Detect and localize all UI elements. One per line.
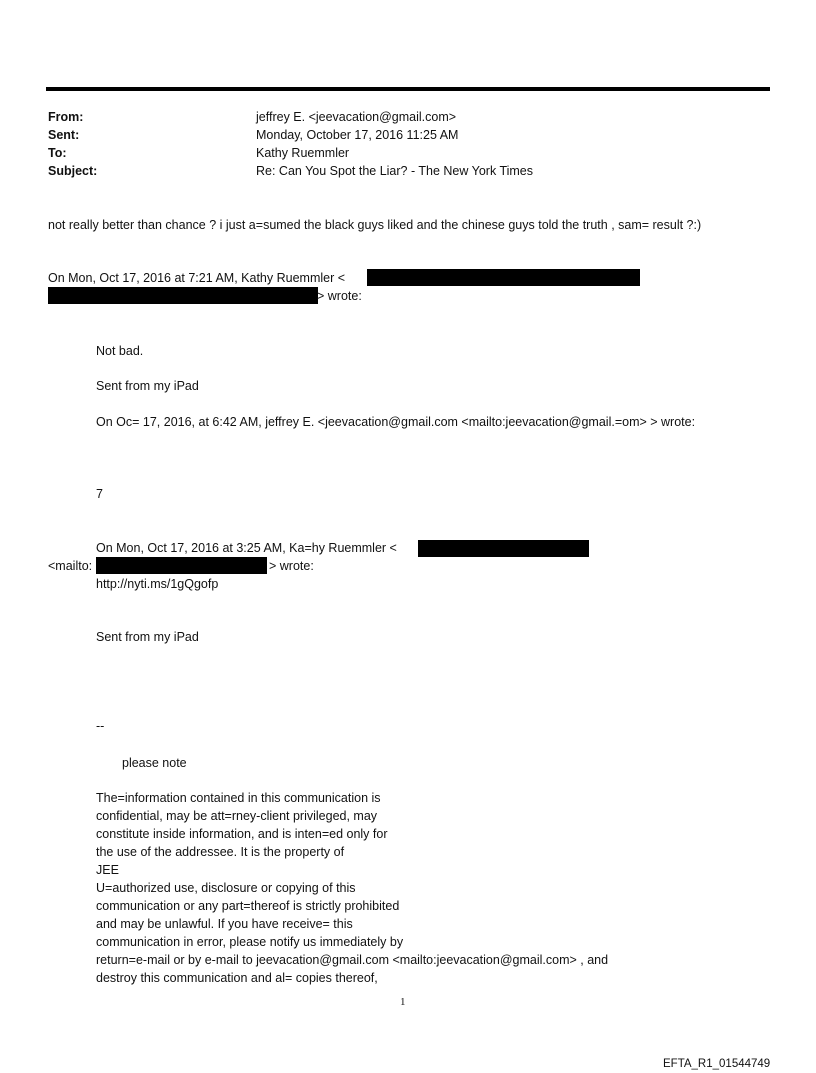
redaction-box <box>367 269 640 286</box>
document-id: EFTA_R1_01544749 <box>663 1058 771 1070</box>
sent-from-ipad: Sent from my iPad <box>96 379 199 393</box>
disclaimer-line: communication or any part=thereof is strictly prohibited <box>96 899 400 913</box>
quote3-mailto: <mailto: <box>48 559 93 573</box>
disclaimer-line: confidential, may be att=rney-client privileged, may <box>96 809 378 823</box>
disclaimer-line: JEE <box>96 863 119 877</box>
redaction-box <box>418 540 589 557</box>
subject-value: Re: Can You Spot the Liar? - The New York Times <box>256 164 534 178</box>
quote2-intro: On Oc= 17, 2016, at 6:42 AM, jeffrey E. <jeevacation@gmail.com <mailto:jeevacation@gmail.=om> > wrote: <box>96 415 696 429</box>
quote3-wrote: > wrote: <box>269 559 314 573</box>
header-rule <box>46 87 770 91</box>
to-label: To: <box>48 146 67 160</box>
signature-dashes: -- <box>96 719 105 733</box>
subject-label: Subject: <box>48 164 98 178</box>
sent-from-ipad: Sent from my iPad <box>96 630 199 644</box>
page-number: 1 <box>400 996 406 1008</box>
quote1-intro: On Mon, Oct 17, 2016 at 7:21 AM, Kathy Ruemmler < <box>48 271 346 285</box>
reply-text: not really better than chance ? i just a=sumed the black guys liked and the chinese guys told the truth , sam= result ?:) <box>48 218 702 232</box>
redaction-box <box>48 287 318 304</box>
disclaimer-line: return=e-mail or by e-mail to jeevacation@gmail.com <mailto:jeevacation@gmail.com> , and <box>96 953 609 967</box>
disclaimer-line: The=information contained in this communication is <box>96 791 381 805</box>
disclaimer-line: constitute inside information, and is inten=ed only for <box>96 827 388 841</box>
disclaimer-line: communication in error, please notify us immediately by <box>96 935 404 949</box>
quote1-wrote: > wrote: <box>317 289 362 303</box>
sent-label: Sent: <box>48 128 80 142</box>
disclaimer-line: the use of the addressee. It is the property of <box>96 845 345 859</box>
disclaimer-line: U=authorized use, disclosure or copying of this <box>96 881 356 895</box>
redaction-box <box>96 557 267 574</box>
nyt-link[interactable]: http://nyti.ms/1gQgofp <box>96 577 219 591</box>
from-value: jeffrey E. <jeevacation@gmail.com> <box>256 110 457 124</box>
sent-value: Monday, October 17, 2016 11:25 AM <box>256 128 459 142</box>
quote3-intro: On Mon, Oct 17, 2016 at 3:25 AM, Ka=hy Ruemmler < <box>96 541 397 555</box>
disclaimer-line: destroy this communication and al= copies thereof, <box>96 971 378 985</box>
not-bad-text: Not bad. <box>96 344 144 358</box>
disclaimer-line: and may be unlawful. If you have receive= this <box>96 917 353 931</box>
seven-text: 7 <box>96 487 103 501</box>
to-value: Kathy Ruemmler <box>256 146 350 160</box>
please-note-text: please note <box>122 756 187 770</box>
from-label: From: <box>48 110 84 124</box>
